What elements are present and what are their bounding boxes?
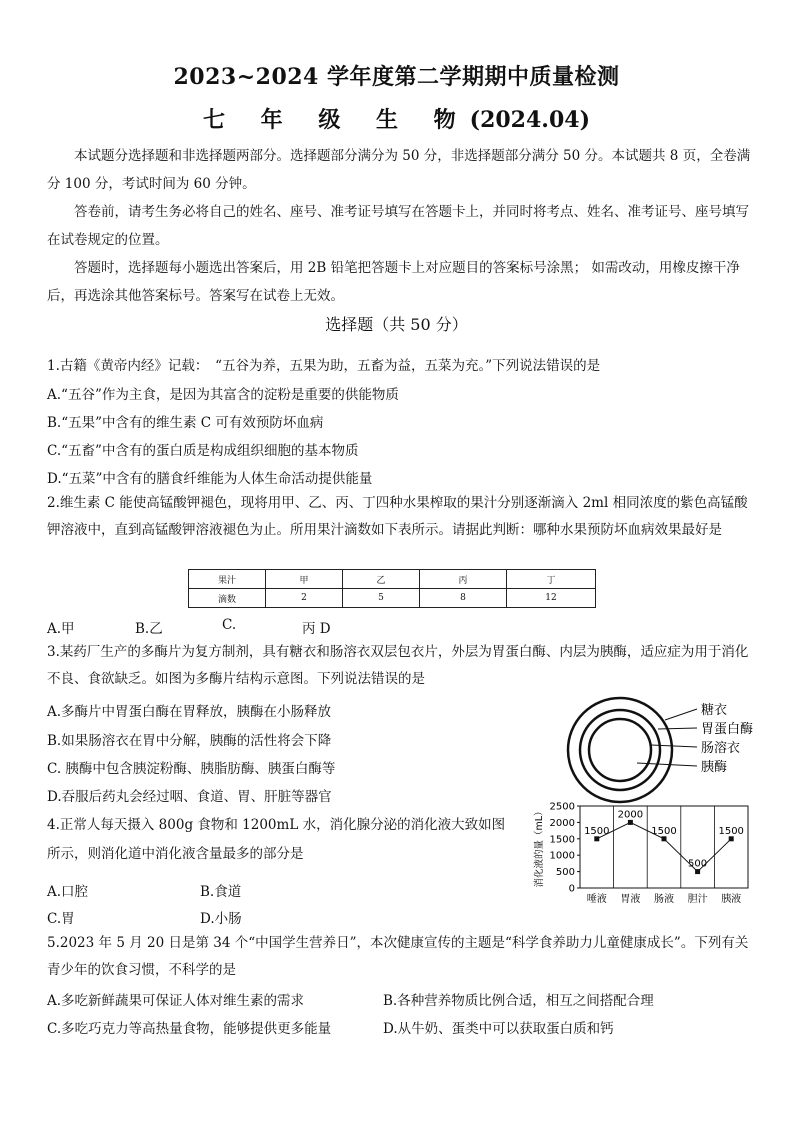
y-tick-label: 1000 bbox=[549, 850, 575, 862]
subject-name: 七 年 级 生 物 bbox=[203, 107, 470, 133]
table-cell: 滴数 bbox=[189, 589, 266, 608]
y-tick-label: 1500 bbox=[549, 834, 575, 846]
multi-enzyme-tablet-diagram bbox=[565, 695, 765, 805]
x-tick-label: 肠液 bbox=[654, 894, 674, 905]
table-cell: 2 bbox=[266, 589, 343, 608]
option-a: A.多吃新鲜蔬果可保证人体对维生素的需求 bbox=[47, 993, 305, 1009]
y-tick-label: 2000 bbox=[549, 817, 575, 829]
data-point bbox=[594, 836, 599, 841]
table-row bbox=[189, 570, 596, 589]
data-point bbox=[695, 869, 700, 874]
option-d: D.小肠 bbox=[200, 911, 242, 927]
exam-subtitle bbox=[0, 103, 793, 134]
sugar-coat-ring bbox=[568, 698, 672, 802]
label-sugar-coat: 糖衣 bbox=[701, 703, 728, 718]
label-pepsin: 胃蛋白酶 bbox=[701, 722, 754, 737]
table-cell: 丁 bbox=[507, 570, 596, 589]
option-b: B.“五果”中含有的维生素 C 可有效预防坏血病 bbox=[47, 415, 324, 431]
question-stem: 所示，则消化道中消化液含量最多的部分是 bbox=[47, 846, 304, 862]
data-label: 500 bbox=[688, 858, 708, 870]
data-label: 2000 bbox=[617, 809, 644, 821]
table-cell: 甲 bbox=[266, 570, 343, 589]
question-stem: 3.某药厂生产的多酶片为复方制剂，具有糖衣和肠溶衣双层包衣片，外层为胃蛋白酶、内层为胰酶，适应症为用于消化不良、食欲缺乏。如图为多酶片结构示意图。下列说法错误的是 bbox=[47, 644, 749, 687]
option-c: C.多吃巧克力等高热量食物，能够提供更多能量 bbox=[47, 1021, 332, 1037]
leader-line bbox=[658, 728, 697, 729]
y-axis-title: 消化液的量（mL） bbox=[534, 806, 545, 888]
table-cell: 5 bbox=[343, 589, 420, 608]
question-stem: 4.正常人每天摄入 800g 食物和 1200mL 水，消化腺分泌的消化液大致如图 bbox=[47, 817, 506, 833]
x-tick-label: 胃液 bbox=[620, 894, 641, 905]
option-a: A.甲 bbox=[47, 621, 75, 637]
juice-drops-table bbox=[188, 569, 596, 608]
y-tick-label: 500 bbox=[555, 867, 575, 879]
option-a: A.多酶片中胃蛋白酶在胃释放，胰酶在小肠释放 bbox=[47, 704, 332, 720]
table-cell: 丙 bbox=[420, 570, 507, 589]
data-point bbox=[628, 820, 633, 825]
option-d: D.从牛奶、蛋类中可以获取蛋白质和钙 bbox=[383, 1021, 614, 1037]
data-label: 1500 bbox=[718, 825, 744, 837]
leader-line bbox=[665, 709, 697, 720]
table-cell: 果汁 bbox=[189, 570, 266, 589]
enteric-coat-ring bbox=[589, 719, 651, 781]
pepsin-layer-ring bbox=[580, 710, 660, 790]
option-a: A.口腔 bbox=[47, 884, 89, 900]
option-b: B.食道 bbox=[200, 884, 242, 900]
table-cell: 乙 bbox=[343, 570, 420, 589]
digestive-juice-chart bbox=[518, 798, 752, 908]
instruction-paragraph: 本试题分选择题和非选择题两部分。选择题部分满分为 50 分，非选择题部分满分 50 分。本试题共 8 页，全卷满分 100 分，考试时间为 60 分钟。 bbox=[47, 148, 751, 192]
option-a: A.“五谷”作为主食，是因为其富含的淀粉是重要的供能物质 bbox=[47, 387, 399, 403]
option-d: 丙 D bbox=[302, 621, 331, 637]
table-cell: 8 bbox=[420, 589, 507, 608]
option-b: B.如果肠溶衣在胃中分解，胰酶的活性将会下降 bbox=[47, 733, 332, 749]
y-tick-label: 0 bbox=[568, 883, 575, 895]
option-c: C.“五畜”中含有的蛋白质是构成组织细胞的基本物质 bbox=[47, 443, 359, 459]
option-d: D.“五菜”中含有的膳食纤维能为人体生命活动提供能量 bbox=[47, 471, 373, 487]
option-c: C. bbox=[222, 617, 237, 633]
question-stem: 5.2023 年 5 月 20 日是第 34 个“中国学生营养日”，本次健康宣传的主题是“科学食养助力儿童健康成长”。下列有关青少年的饮食习惯，不科学的是 bbox=[47, 935, 749, 978]
data-label: 1500 bbox=[651, 825, 677, 837]
instruction-paragraph: 答题时，选择题每小题选出答案后，用 2B 铅笔把答题卡上对应题目的答案标号涂黑； 如需改动，用橡皮擦干净后，再选涂其他答案标号。答案写在试卷上无效。 bbox=[47, 260, 740, 304]
exam-date: (2024.04) bbox=[469, 107, 590, 133]
leader-line bbox=[651, 745, 697, 747]
data-point bbox=[662, 836, 667, 841]
option-c: C.胃 bbox=[47, 911, 75, 927]
option-c: C. 胰酶中包含胰淀粉酶、胰脂肪酶、胰蛋白酶等 bbox=[47, 761, 336, 777]
option-b: B.乙 bbox=[135, 621, 163, 637]
table-cell: 12 bbox=[507, 589, 596, 608]
data-label: 1500 bbox=[584, 825, 610, 837]
exam-title: 2023~2024 学年度第二学期期中质量检测 bbox=[173, 64, 620, 90]
x-tick-label: 唾液 bbox=[586, 894, 607, 905]
x-tick-label: 胰液 bbox=[721, 894, 742, 905]
question-stem: 1.古籍《黄帝内经》记载： “五谷为养，五果为助，五畜为益，五菜为充。”下列说法错误的是 bbox=[47, 358, 601, 374]
data-point bbox=[729, 836, 734, 841]
option-b: B.各种营养物质比例合适，相互之间搭配合理 bbox=[383, 993, 654, 1009]
x-tick-label: 胆汁 bbox=[687, 894, 708, 905]
label-pancreatin: 胰酶 bbox=[701, 760, 728, 775]
chart-marks bbox=[584, 809, 744, 874]
label-enteric-coat: 肠溶衣 bbox=[701, 741, 741, 756]
y-tick-label: 2500 bbox=[549, 801, 575, 813]
question-stem: 2.维生素 C 能使高锰酸钾褪色，现将用甲、乙、丙、丁四种水果榨取的果汁分别逐渐滴入 2ml 相同浓度的紫色高锰酸钾溶液中，直到高锰酸钾溶液褪色为止。所用果汁滴数如下表所示。请据此判断：哪种水果预防坏血病效果最好是 bbox=[47, 495, 748, 538]
instruction-paragraph: 答卷前，请考生务必将自己的姓名、座号、准考证号填写在答题卡上，并同时将考点、姓名、准考证号、座号填写在试卷规定的位置。 bbox=[47, 204, 749, 248]
table-row bbox=[189, 589, 596, 608]
section-title: 选择题（共 50 分） bbox=[325, 315, 468, 334]
option-d: D.吞服后药丸会经过咽、食道、胃、肝脏等器官 bbox=[47, 789, 332, 805]
